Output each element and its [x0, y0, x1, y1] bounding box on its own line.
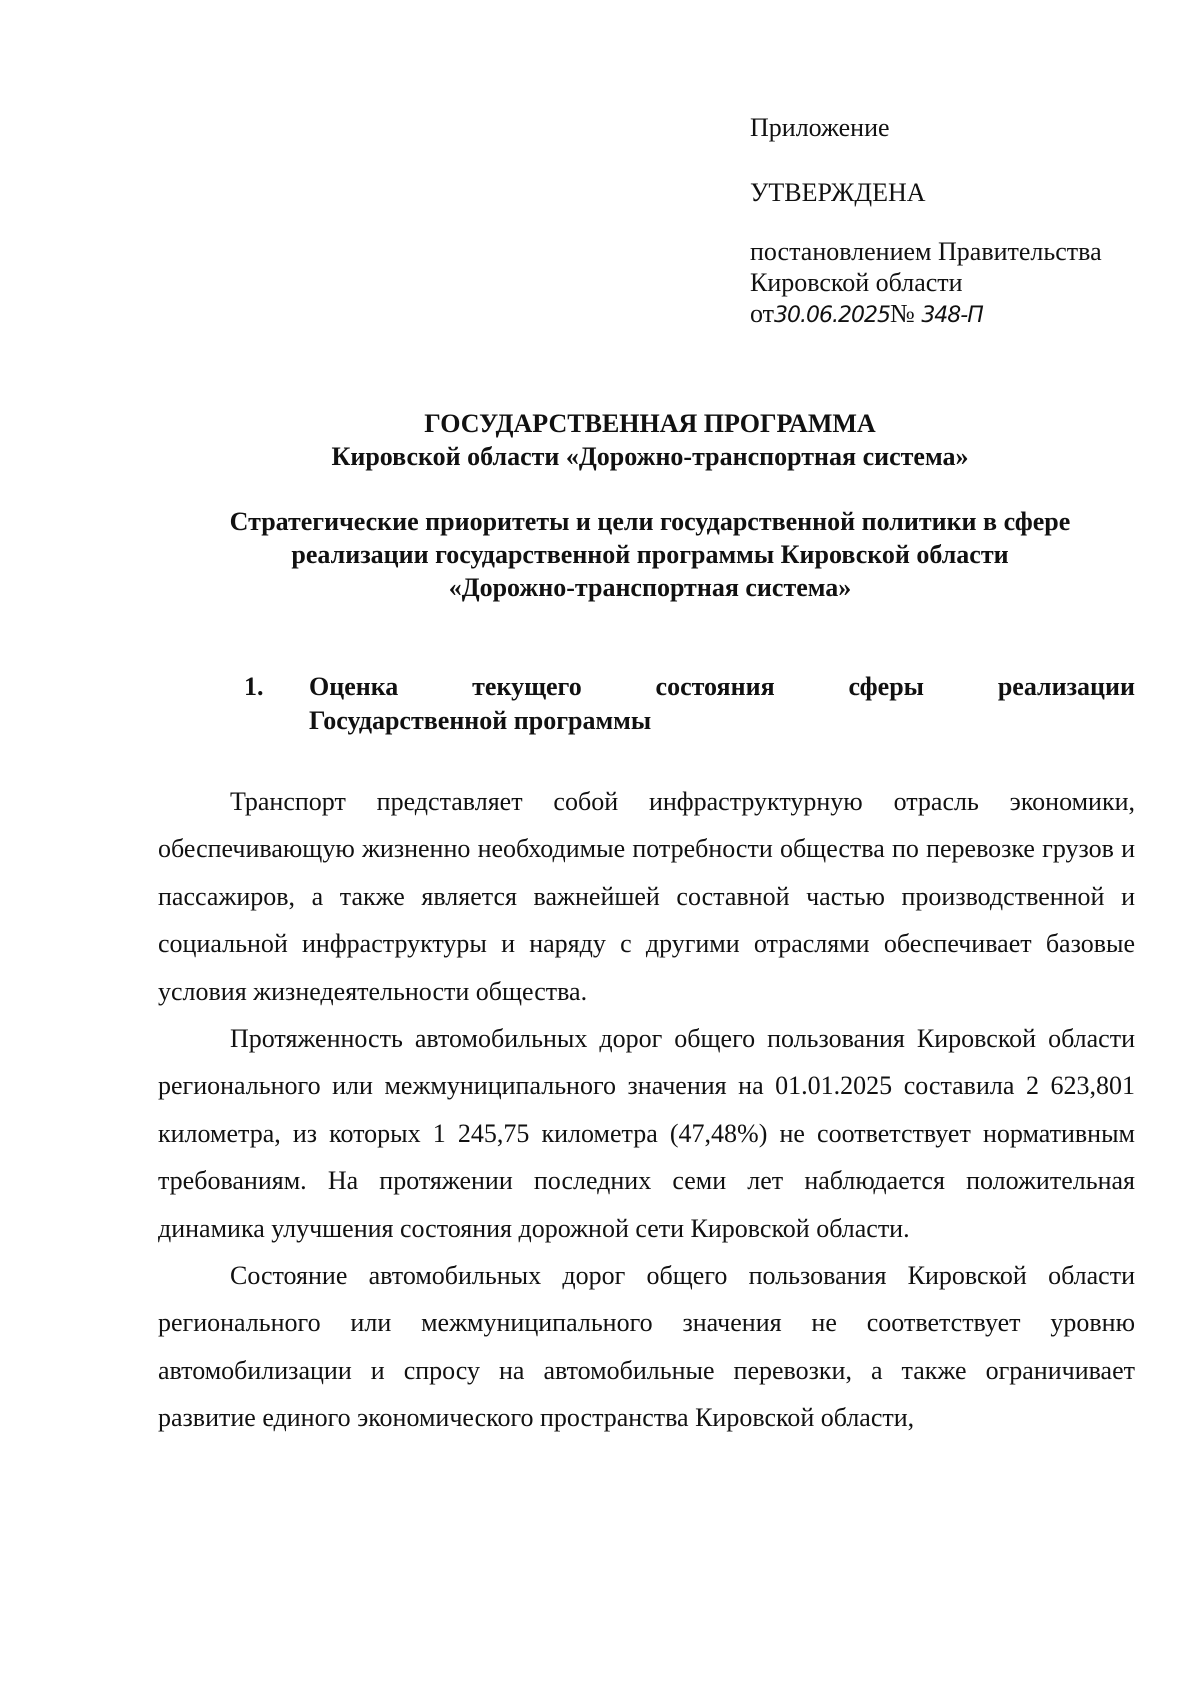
paragraph: Состояние автомобильных дорог общего пользования Кировской области регионального или межмуниципального значения не соответствует уровню автомобилизации и спросу на автомобильные перевозки, а также ограничивает развитие единого экономического пространства Кировской области,	[158, 1261, 1135, 1433]
program-title-line-2: Кировской области «Дорожно-транспортная система»	[331, 442, 969, 471]
section-word: реализации	[997, 672, 1135, 701]
decree-line-2: Кировской области	[750, 268, 963, 297]
section-word: текущего	[472, 672, 582, 701]
section-word: сферы	[848, 672, 924, 701]
paragraph: Транспорт представляет собой инфраструктурную отрасль экономики, обеспечивающую жизненно необходимые потребности общества по перевозке грузов и пассажиров, а также является важнейшей составной частью производственной и социальной инфраструктуры и наряду с другими отраслями обеспечивает базовые условия жизнедеятельности общества.	[158, 787, 1135, 1006]
section-title	[309, 670, 1135, 738]
decree-date-line	[750, 298, 1170, 331]
decree-line-1: постановлением Правительства	[750, 237, 1102, 266]
strategy-title	[120, 505, 1180, 604]
section-number: 1.	[244, 672, 264, 701]
section-word: состояния	[655, 672, 775, 701]
appendix-label: Приложение	[750, 113, 890, 142]
strategy-title-line-3: «Дорожно-транспортная система»	[448, 573, 852, 602]
paragraph: Протяженность автомобильных дорог общего пользования Кировской области регионального или межмуниципального значения на 01.01.2025 составила 2 623,801 километра, из которых 1 245,75 километра (47,48%) не соответствует нормативным требованиям. На протяжении последних семи лет наблюдается положительная динамика улучшения состояния дорожной сети Кировской области.	[158, 1024, 1135, 1243]
program-title	[120, 407, 1180, 473]
strategy-title-line-2: реализации государственной программы Кировской области	[291, 540, 1009, 569]
handwritten-date: 30.06.2025	[774, 303, 890, 328]
approval-block	[750, 112, 1170, 331]
section-title-line-2: Государственной программы	[309, 706, 652, 735]
body-text	[158, 778, 1135, 1442]
section-word: Оценка	[309, 672, 399, 701]
number-prefix: №	[890, 299, 915, 328]
approved-label: УТВЕРЖДЕНА	[750, 178, 926, 207]
handwritten-number: 348-П	[921, 303, 983, 328]
program-title-line-1: ГОСУДАРСТВЕННАЯ ПРОГРАММА	[424, 409, 876, 438]
strategy-title-line-1: Стратегические приоритеты и цели государственной политики в сфере	[229, 507, 1071, 536]
section-title-line-1	[309, 670, 1135, 704]
date-prefix: от	[750, 299, 775, 328]
